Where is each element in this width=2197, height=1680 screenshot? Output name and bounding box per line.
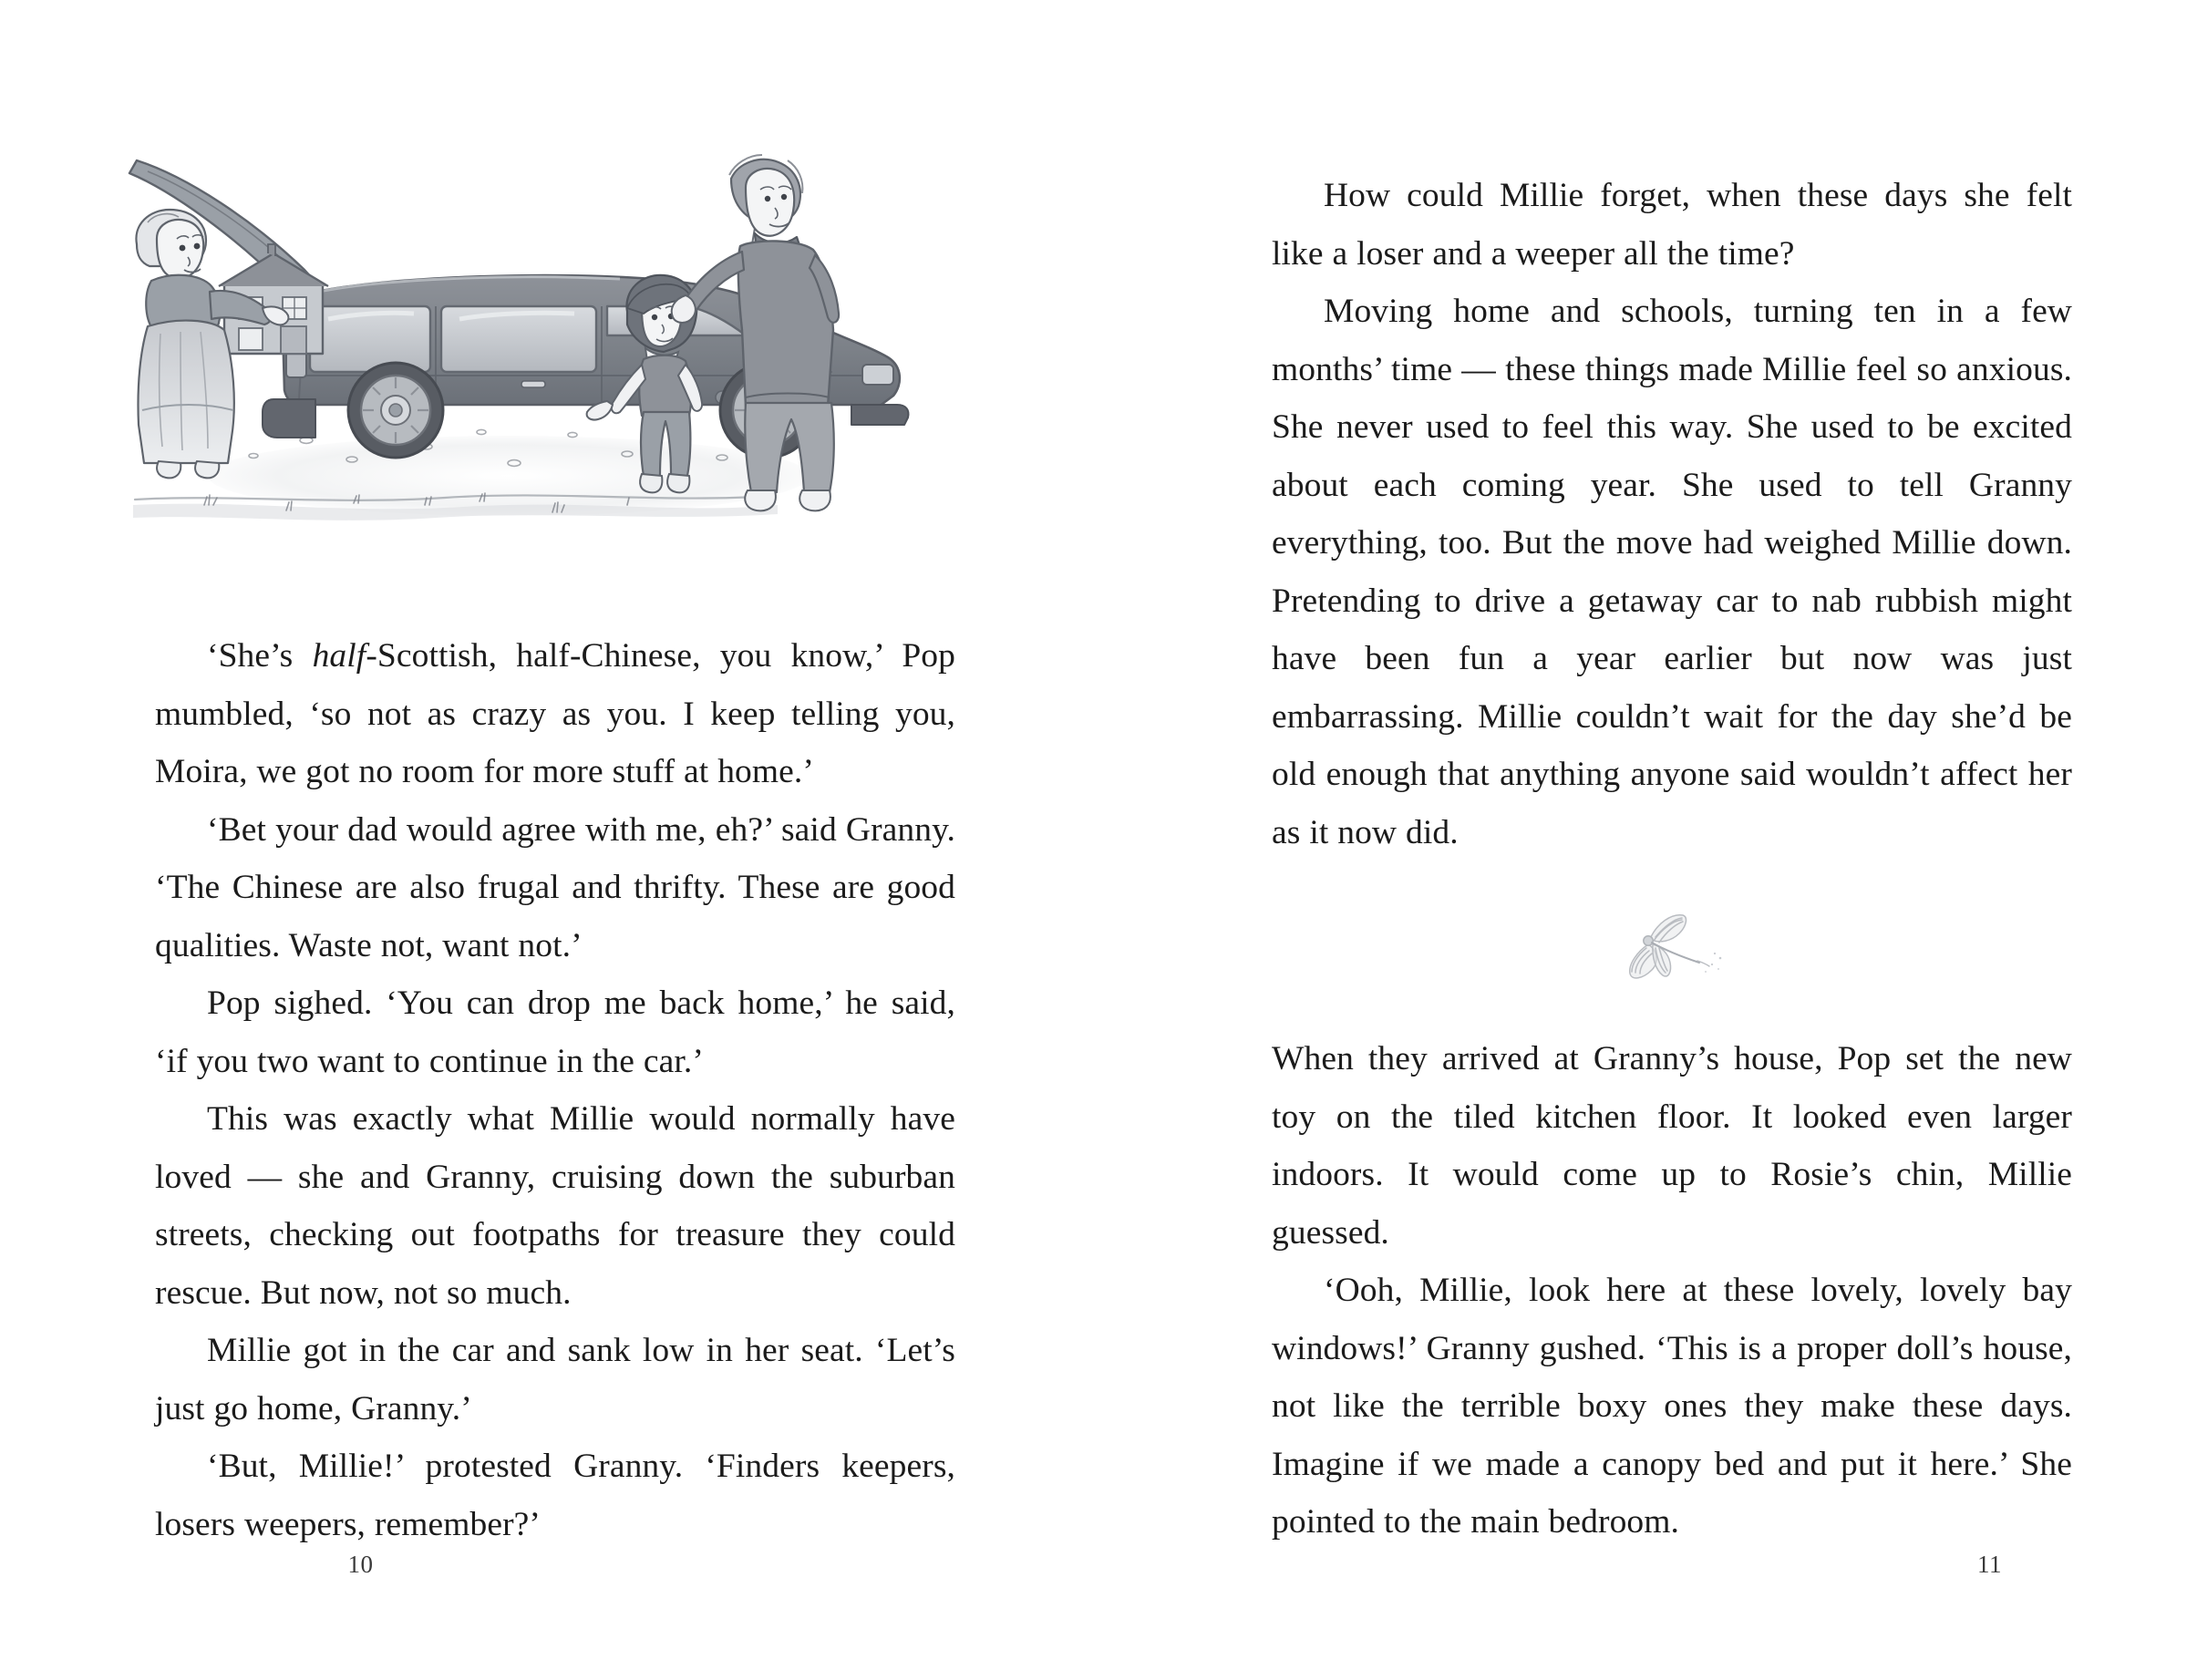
paragraph: How could Millie forget, when these days she felt like a loser and a weeper all the time?	[1272, 177, 2072, 273]
paragraph: Pop sighed. ‘You can drop me back home,’ he said, ‘if you two want to continue in the car.’	[155, 984, 955, 1080]
right-page-text-column	[1272, 167, 2072, 1551]
text-run: -Scottish, half-Chinese, you know,’ Pop mumbled, ‘so not as crazy as you. I keep telling you, Moira, we got no room for more stuff at home.’	[155, 637, 955, 790]
paragraph: When they arrived at Granny’s house, Pop set the new toy on the tiled kitchen floor. It looked even larger indoors. It would come up to Rosie’s chin, Millie guessed.	[1272, 1040, 2072, 1252]
text-run-italic: half	[312, 637, 366, 675]
paragraph: Moving home and schools, turning ten in a few months’ time — these things made Millie feel so anxious. She never used to feel this way. She used to be excited about each coming year. She used to tell Granny everything, too. But the move had weighed Millie down. Pretending to drive a getaway car to nab rubbish might have been fun a year earlier but now was just embarrassing. Millie couldn’t wait for the day she’d be old enough that anything anyone said wouldn’t affect her as it now did.	[1272, 293, 2072, 851]
rear-cargo-window	[310, 306, 430, 372]
page-number-left: 10	[347, 1551, 374, 1578]
dragonfly-icon	[1630, 914, 1722, 977]
granny-shoe-right	[195, 461, 219, 478]
pop-shoe-left	[745, 490, 776, 510]
paragraph: ‘Ooh, Millie, look here at these lovely, lovely bay windows!’ Granny gushed. ‘This is a proper doll’s house, not like the terrible boxy ones they make these days. Imagine if we made a canopy bed and put it here.’ She pointed to the main bedroom.	[1272, 1272, 2072, 1541]
door-handle-rear	[521, 381, 545, 387]
text-run: ‘She’s	[207, 637, 313, 675]
headlight	[862, 365, 893, 385]
right-page	[1098, 0, 2197, 1680]
left-page-text-column	[155, 627, 955, 1553]
granny-skirt	[138, 321, 233, 463]
paragraph: Millie got in the car and sank low in her seat. ‘Let’s just go home, Granny.’	[155, 1332, 955, 1427]
pop-shoe-right	[799, 490, 830, 510]
girl-shoe-right	[667, 474, 689, 492]
front-bumper	[851, 405, 909, 425]
page-number-right: 11	[1977, 1551, 2002, 1578]
ground-shadow	[208, 436, 810, 516]
paragraph: This was exactly what Millie would normally have loved — she and Granny, cruising down the suburban streets, checking out footpaths for treasure they could rescue. But now, not so much.	[155, 1100, 955, 1312]
station-wagon-loading-dollhouse-illustration	[117, 137, 992, 565]
left-page	[0, 0, 1098, 1680]
granny-shoe-left	[157, 461, 181, 478]
girl-shoe-left	[640, 474, 662, 492]
paragraph: ‘But, Millie!’ protested Granny. ‘Finders keepers, losers weepers, remember?’	[155, 1448, 955, 1543]
paragraph	[155, 627, 955, 801]
rear-wheel	[348, 363, 443, 458]
section-break-ornament	[1272, 861, 2072, 1030]
pop-face	[746, 169, 794, 236]
rear-bumper	[263, 399, 315, 438]
paragraph: ‘Bet your dad would agree with me, eh?’ said Granny. ‘The Chinese are also frugal and thrifty. These are good qualities. Waste not, want not.’	[155, 810, 955, 964]
